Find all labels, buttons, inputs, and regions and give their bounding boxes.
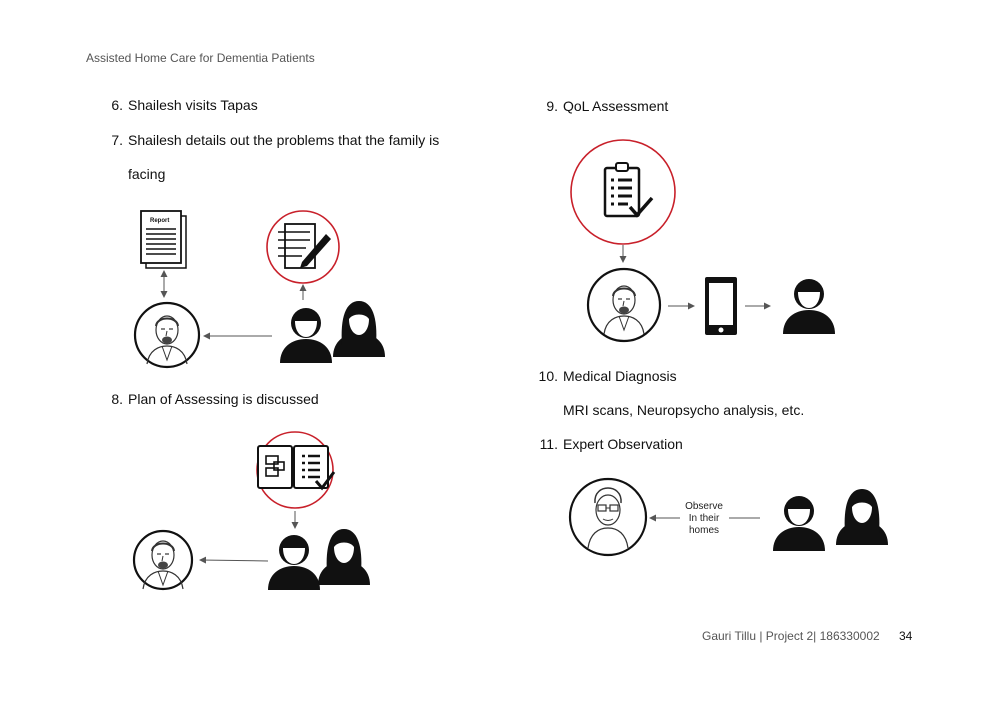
step-number: 6. [111,97,123,113]
running-header: Assisted Home Care for Dementia Patients [86,51,315,65]
step-10-detail: MRI scans, Neuropsycho analysis, etc. [563,402,805,418]
observe-line-3: homes [688,525,720,536]
step-number: 11. [539,436,558,452]
observe-caption [685,501,723,536]
step-text: Shailesh visits Tapas [128,97,258,113]
caregiver-silhouette [783,279,835,334]
family-to-patient-arrow [200,560,268,561]
step-number: 10. [538,368,558,384]
patient-portrait [588,269,660,341]
elderly-patient-portrait [570,479,646,555]
step-text: Expert Observation [563,436,683,452]
step-number: 7. [111,132,123,148]
family-couple [280,301,385,363]
observe-line-2: In their [688,513,720,524]
assessment-plan-icon [257,432,334,508]
notes-icon-highlight [267,211,339,283]
report-icon [141,211,186,268]
observe-line-1: Observe [685,501,723,512]
report-label: Report [150,218,170,224]
patient-portrait [135,303,199,367]
step-number: 8. [111,391,123,407]
family-couple [268,529,370,590]
step-text: QoL Assessment [563,98,669,114]
footer-author: Gauri Tillu | Project 2| 186330002 [702,629,880,643]
patient-portrait [134,531,192,589]
step-7-continuation: facing [128,166,166,182]
step-text: Medical Diagnosis [563,368,677,384]
step-number: 9. [546,98,558,114]
family-couple [773,489,888,551]
qol-checklist-icon [571,140,675,244]
page-number: 34 [899,629,913,643]
smartphone-icon [705,277,737,335]
step-text: Shailesh details out the problems that the family is [128,132,440,148]
step-text: Plan of Assessing is discussed [128,391,319,407]
